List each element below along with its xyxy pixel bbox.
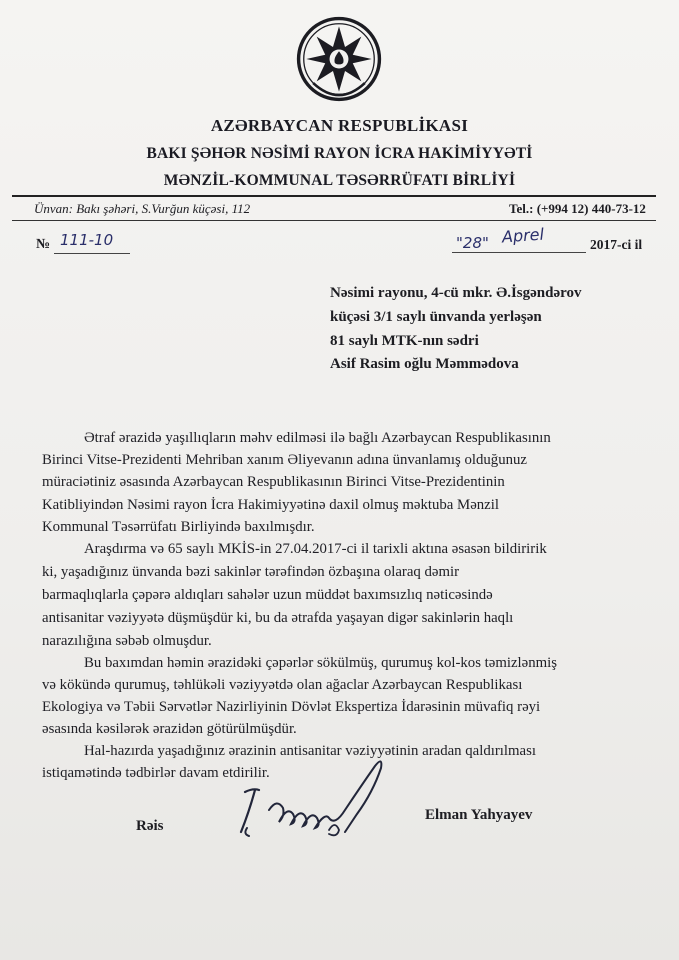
body-line: müraciətiniz əsasında Azərbaycan Respublikasının Birinci Vitse-Prezidentinin xyxy=(42,474,505,490)
body-line: ki, yaşadığınız ünvanda bəzi sakinlər tərəfindən özbaşına olaraq dəmir xyxy=(42,564,460,580)
body-line: Katibliyindən Nəsimi rayon İcra Hakimiyyətinə daxil olmuş məktuba Mənzil xyxy=(42,497,499,513)
body-line: Ekologiya və Təbii Sərvətlər Nazirliyinin Dövlət Ekspertiza İdarəsinin müvafiq rəyi xyxy=(42,699,541,715)
body-line: Araşdırma və 65 saylı MKİS-in 27.04.2017-ci il tarixli aktına əsasən bildiririk xyxy=(84,541,547,557)
number-value: 111-10 xyxy=(60,231,114,249)
recipient-line-4: Asif Rasim oğlu Məmmədova xyxy=(330,356,519,372)
handwritten-signature-icon xyxy=(225,752,400,847)
header-phone: Tel.: (+994 12) 440-73-12 xyxy=(509,201,646,216)
body-line: Kommunal Təsərrüfatı Birliyində baxılmışdır. xyxy=(42,519,315,535)
date-month: Aprel xyxy=(501,224,545,247)
body-line: və kökündə qurumuş, təhlükəli vəziyyətdə olan ağaclar Azərbaycan Respublikası xyxy=(42,677,523,693)
date-underline xyxy=(452,252,586,253)
header-authority: BAKI ŞƏHƏR NƏSİMİ RAYON İCRA HAKİMİYYƏTİ xyxy=(146,145,533,162)
body-line: antisanitar vəziyyətə düşmüşdür ki, bu da ətrafda yaşayan digər sakinlərin haqlı xyxy=(42,610,514,626)
header-address: Ünvan: Bakı şəhəri, S.Vurğun küçəsi, 112 xyxy=(34,201,251,216)
date-year: 2017-ci il xyxy=(590,237,643,252)
body-line: əsasında kəsilərək ərazidən götürülmüşdür. xyxy=(42,721,297,737)
body-line: Bu baxımdan həmin ərazidəki çəpərlər sökülmüş, qurumuş kol-kos təmizlənmiş xyxy=(84,655,557,671)
body-line: barmaqlıqlarla çəpərə aldıqları sahələr uzun müddət baxımsızlıq nəticəsində xyxy=(42,587,493,603)
header-republic: AZƏRBAYCAN RESPUBLİKASI xyxy=(210,116,469,135)
recipient-line-2: küçəsi 3/1 saylı ünvanda yerləşən xyxy=(330,309,542,325)
header-divider-thick xyxy=(12,195,656,197)
number-underline xyxy=(54,253,130,254)
state-emblem-icon xyxy=(296,16,382,102)
body-line: narazılığına səbəb olmuşdur. xyxy=(42,633,212,649)
recipient-line-3: 81 saylı MTK-nın sədri xyxy=(330,333,479,349)
number-label: № xyxy=(36,237,51,252)
signatory-name: Elman Yahyayev xyxy=(425,807,533,823)
header-divider-thin xyxy=(12,220,656,221)
body-line: Birinci Vitse-Prezidenti Mehriban xanım Əliyevanın adına ünvanlamış olduğunuz xyxy=(42,452,527,468)
header-union: MƏNZİL-KOMMUNAL TƏSƏRRÜFATI BİRLİYİ xyxy=(163,172,516,189)
body-line: Ətraf ərazidə yaşıllıqların məhv edilməsi ilə bağlı Azərbaycan Respublikasının xyxy=(84,430,551,446)
date-day: "28" xyxy=(456,234,489,252)
body-line: Hal-hazırda yaşadığınız ərazinin antisanitar vəziyyətinin aradan qaldırılması xyxy=(84,743,536,759)
signatory-title: Rəis xyxy=(136,818,164,834)
body-line: istiqamətində tədbirlər davam etdirilir. xyxy=(42,765,270,781)
recipient-line-1: Nəsimi rayonu, 4-cü mkr. Ə.İsgəndərov xyxy=(330,285,582,301)
